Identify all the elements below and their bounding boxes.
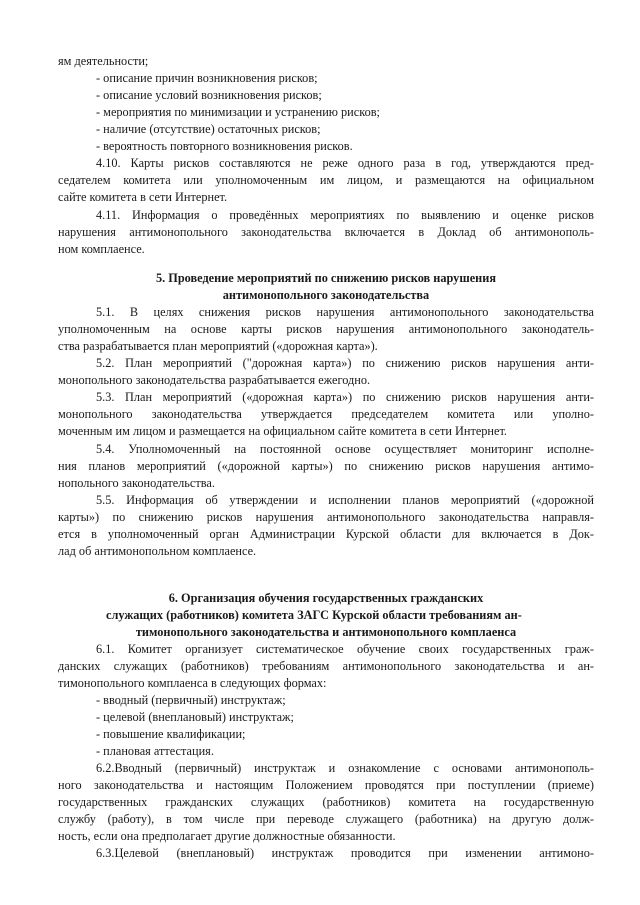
list-item: - плановая аттестация.	[96, 744, 214, 758]
list-item: - мероприятия по минимизации и устранению рисков;	[96, 105, 380, 119]
text-line: седателем комитета или уполномоченным им лицом, и размещаются на официальном	[58, 173, 594, 187]
paragraph-5-3: 5.3. План мероприятий («дорожная карта») по снижению рисков нарушения анти-	[96, 390, 594, 404]
text-line: нопольного законодательства.	[58, 476, 215, 490]
text-line: уполномоченным на основе карты рисков нарушения антимонопольного законодатель-	[58, 322, 594, 336]
text-line: данских служащих (работников) требованиям антимонопольного законодательства и ан-	[58, 659, 594, 673]
text-line: ства разрабатывается план мероприятий («дорожная карта»).	[58, 339, 378, 353]
text-line: монопольного законодательства утверждается председателем комитета или уполно-	[58, 407, 594, 421]
text-line: государственных гражданских служащих (работников) комитета на государственную	[58, 795, 594, 809]
text-line: моченным им лицом и размещается на официальном сайте комитета в сети Интернет.	[58, 424, 507, 438]
list-item: - вероятность повторного возникновения рисков.	[96, 139, 353, 153]
text-line: ном комплаенсе.	[58, 242, 145, 256]
text-line: монопольного законодательства разрабатывается ежегодно.	[58, 373, 371, 387]
section-6-heading: 6. Организация обучения государственных гражданских	[168, 591, 484, 605]
paragraph-6-3: 6.3.Целевой (внеплановый) инструктаж проводится при изменении антимоно-	[96, 846, 594, 860]
text-line: нарушения антимонопольного законодательства включается в Доклад об антимонополь-	[58, 225, 594, 239]
paragraph-4-10: 4.10. Карты рисков составляются не реже одного раза в год, утверждаются пред-	[96, 156, 594, 170]
text-line: службу (работу), в том числе при переводе служащего (работника) на другую долж-	[58, 812, 594, 826]
list-item: - целевой (внеплановый) инструктаж;	[96, 710, 294, 724]
list-item: - повышение квалификации;	[96, 727, 246, 741]
list-item: - наличие (отсутствие) остаточных рисков;	[96, 122, 321, 136]
text-line: карты») по снижению рисков нарушения антимонопольного законодательства направля-	[58, 510, 594, 524]
section-6-heading-cont: тимонопольного законодательства и антимонопольного комплаенса	[135, 625, 517, 639]
list-item: - описание причин возникновения рисков;	[96, 71, 318, 85]
text-line: сайте комитета в сети Интернет.	[58, 190, 228, 204]
text-line: тимонопольного комплаенса в следующих формах:	[58, 676, 327, 690]
section-5-heading-cont: антимонопольного законодательства	[222, 288, 430, 302]
section-5-heading: 5. Проведение мероприятий по снижению рисков нарушения	[155, 271, 496, 285]
paragraph-5-5: 5.5. Информация об утверждении и исполнении планов мероприятий («дорожной	[96, 493, 594, 507]
text-line: лад об антимонопольном комплаенсе.	[58, 544, 257, 558]
paragraph-5-2: 5.2. План мероприятий ("дорожная карта») по снижению рисков нарушения анти-	[96, 356, 594, 370]
text-line: ется в уполномоченный орган Администрации Курской области для включается в Док-	[58, 527, 594, 541]
paragraph-6-2: 6.2.Вводный (первичный) инструктаж и ознакомление с основами антимонополь-	[96, 761, 594, 775]
text-line: ного законодательства и настоящим Положением проводятся при поступлении (приеме)	[58, 778, 594, 792]
paragraph-5-4: 5.4. Уполномоченный на постоянной основе осуществляет мониторинг исполне-	[96, 442, 594, 456]
list-item: - вводный (первичный) инструктаж;	[96, 693, 286, 707]
list-item: - описание условий возникновения рисков;	[96, 88, 322, 102]
paragraph-5-1: 5.1. В целях снижения рисков нарушения антимонопольного законодательства	[96, 305, 594, 319]
paragraph-4-11: 4.11. Информация о проведённых мероприятиях по выявлению и оценке рисков	[96, 208, 594, 222]
section-6-heading-cont: служащих (работников) комитета ЗАГС Курской области требованиям ан-	[106, 608, 522, 622]
text-line: ния планов мероприятий («дорожной карты») по снижению рисков нарушения антимо-	[58, 459, 594, 473]
text-line: ность, если она предполагает другие должностные обязанности.	[58, 829, 396, 843]
text-line: ям деятельности;	[58, 54, 149, 68]
paragraph-6-1: 6.1. Комитет организует систематическое обучение своих государственных граж-	[96, 642, 594, 656]
